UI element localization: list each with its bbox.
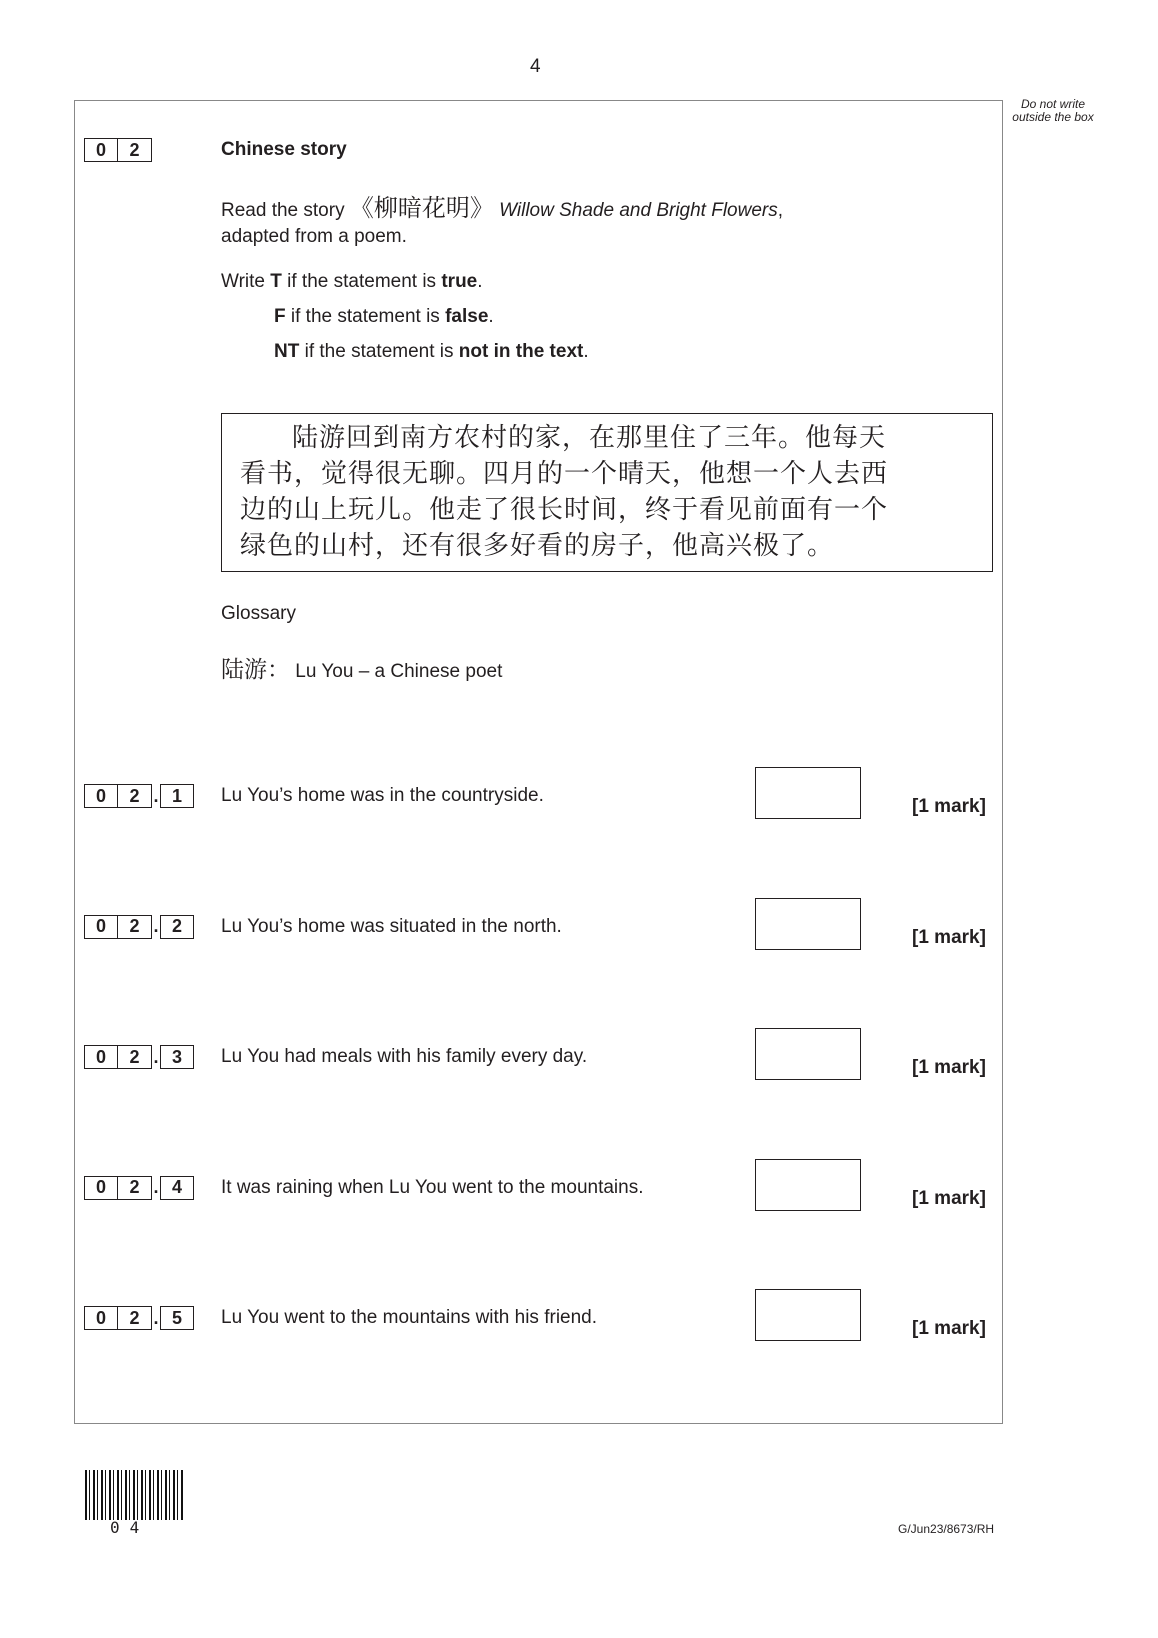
story-line: 绿色的山村，还有很多好看的房子，他高兴极了。	[240, 531, 835, 561]
digit-box: 4	[160, 1176, 194, 1200]
digit-box: 2	[118, 138, 152, 162]
sub-question-number: 0 2 . 4	[84, 1176, 194, 1200]
digit-box: 0	[84, 1176, 118, 1200]
digit-box: 2	[118, 915, 152, 939]
question-title: Chinese story	[221, 139, 347, 160]
sub-question-number: 0 2 . 2	[84, 915, 194, 939]
story-line: 看书，觉得很无聊。四月的一个晴天，他想一个人去西	[240, 459, 889, 489]
statement-text: It was raining when Lu You went to the mountains.	[221, 1176, 644, 1198]
instruction-f: F if the statement is false.	[274, 306, 494, 327]
mark-allocation: [1 mark]	[912, 1057, 986, 1078]
intro-line2: adapted from a poem.	[221, 226, 407, 247]
statement-text: Lu You had meals with his family every day.	[221, 1046, 588, 1067]
answer-box[interactable]	[755, 1289, 861, 1341]
mark-allocation: [1 mark]	[912, 926, 986, 948]
intro	[221, 195, 783, 250]
digit-box: 2	[118, 784, 152, 808]
instruction-nt: NT if the statement is not in the text.	[274, 341, 589, 362]
punct: ,	[777, 200, 784, 221]
sub-question-number: 0 2 . 5	[84, 1306, 194, 1330]
story-line: 陆游回到南方农村的家，在那里住了三年。他每天	[292, 423, 887, 453]
page-number: 4	[530, 56, 541, 77]
paper-reference: G/Jun23/8673/RH	[898, 1522, 995, 1536]
digit-box: 2	[118, 1176, 152, 1200]
glossary-label: Glossary	[221, 603, 296, 624]
story-line: 边的山上玩儿。他走了很长时间，终于看见前面有一个	[240, 495, 889, 525]
digit-box: 0	[84, 1045, 118, 1069]
answer-box[interactable]	[755, 898, 861, 950]
digit-box: 3	[160, 1045, 194, 1069]
answer-box[interactable]	[755, 1028, 861, 1080]
digit-box: 1	[160, 784, 194, 808]
digit-box: 2	[160, 915, 194, 939]
digit-box: 0	[84, 915, 118, 939]
question-number	[84, 138, 152, 162]
mark-allocation: [1 mark]	[912, 1318, 986, 1339]
statement-text: Lu You’s home was situated in the north.	[221, 915, 562, 937]
statement-text: Lu You went to the mountains with his friend.	[221, 1307, 598, 1328]
mark-allocation: [1 mark]	[912, 1187, 986, 1209]
story-title-en: Willow Shade and Bright Flowers	[499, 200, 778, 221]
statement-text: Lu You’s home was in the countryside.	[221, 785, 544, 806]
digit-box: 0	[84, 784, 118, 808]
answer-box-border	[74, 100, 1003, 1424]
barcode	[85, 1470, 185, 1520]
sub-question-number: 0 2 . 1	[84, 784, 194, 808]
answer-box[interactable]	[755, 1159, 861, 1211]
digit-box: 2	[118, 1306, 152, 1330]
story-title-cn: 《柳暗花明》	[349, 194, 494, 222]
digit-box: 0	[84, 1306, 118, 1330]
intro-text: Read the story	[221, 200, 350, 221]
barcode-number: 04	[110, 1518, 150, 1537]
digit-box: 2	[118, 1045, 152, 1069]
sub-question-number: 0 2 . 3	[84, 1045, 194, 1069]
glossary-entry: 陆游： Lu You – a Chinese poet	[221, 657, 503, 683]
margin-note: Do not write outside the box	[1012, 97, 1094, 124]
digit-box: 0	[84, 138, 118, 162]
answer-box[interactable]	[755, 767, 861, 819]
story-text-box	[221, 413, 993, 572]
mark-allocation: [1 mark]	[912, 796, 986, 817]
instruction-t: Write T if the statement is true.	[221, 271, 483, 292]
digit-box: 5	[160, 1306, 194, 1330]
